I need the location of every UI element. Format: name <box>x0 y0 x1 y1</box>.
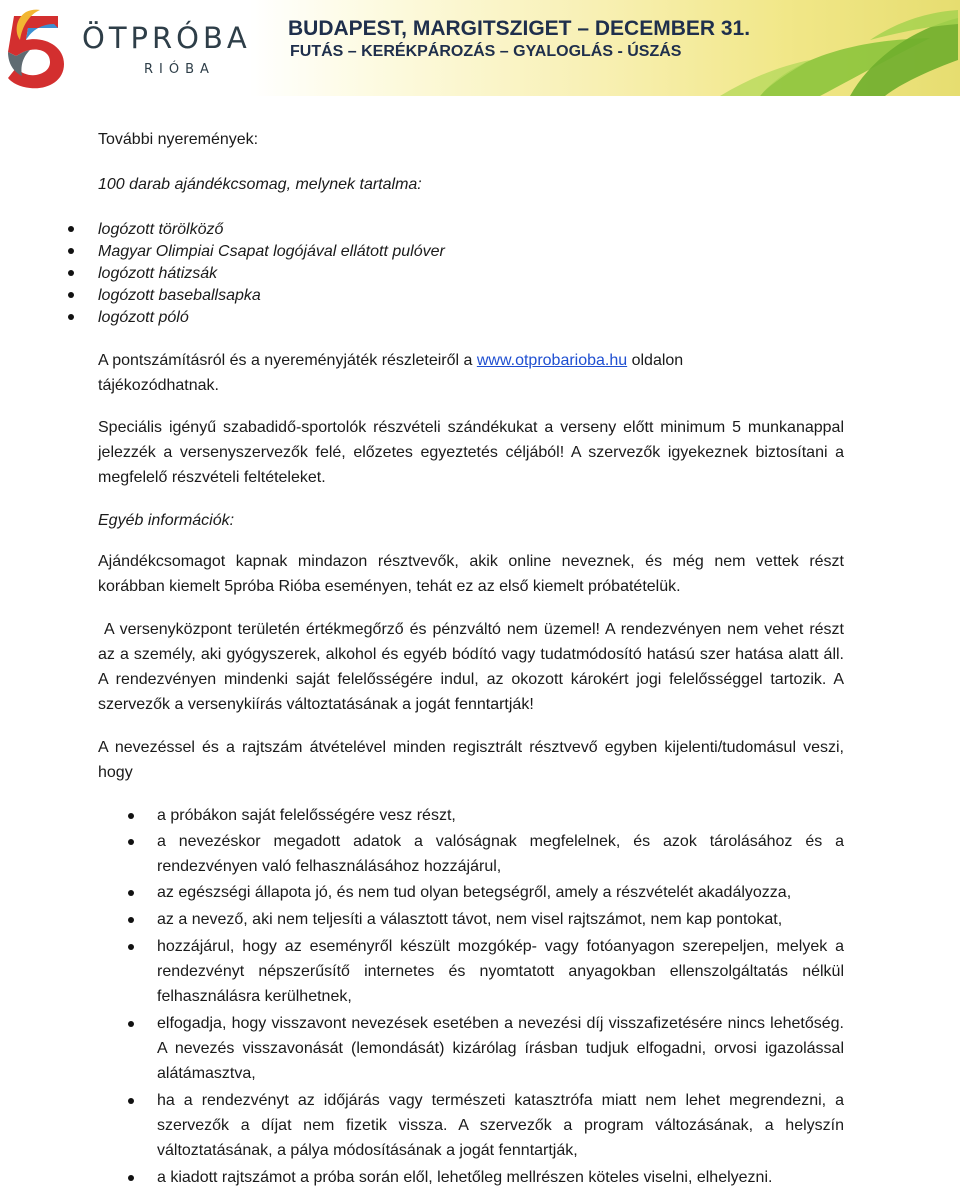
logo-subtitle: RIÓBA <box>144 62 215 77</box>
gift-intro: 100 darab ajándékcsomag, melynek tartalma: <box>98 176 422 193</box>
special-needs-paragraph: Speciális igényű szabadidő-sportolók részvételi szándékukat a verseny előtt minimum 5 munkanappal jelezzék a versenyszervezők felé, előzetes egyeztetés céljából! A szervezők igyekeznek biztosítani a megfelelő részvételi feltételeket. <box>98 419 844 486</box>
bullet-dot-icon <box>68 314 74 320</box>
rules-paragraph: A versenyközpont területén értékmegőrző és pénzváltó nem üzemel! A rendezvényen nem vehet részt az a személy, aki gyógyszerek, alkohol és egyéb bódító vagy tudatmódosító hatású szer hatása alatt áll. A rendezvényen mindenki saját felelősségére indul, az okozott károkért jogi felelősséggel tartozik. A szervezők a versenykiírás változtatásának a jogát fenntartják! <box>98 621 849 713</box>
website-link[interactable]: www.otprobarioba.hu <box>476 352 628 369</box>
event-title: BUDAPEST, MARGITSZIGET – DECEMBER 31. <box>288 17 751 40</box>
other-info-heading: Egyéb információk: <box>98 512 235 529</box>
bullet-dot-icon <box>128 1098 134 1104</box>
bullet-dot-icon <box>128 944 134 950</box>
bullet-dot-icon <box>68 270 74 276</box>
bullet-dot-icon <box>68 292 74 298</box>
bullet-dot-icon <box>128 813 134 819</box>
bullet-dot-icon <box>128 839 134 845</box>
bullet-dot-icon <box>128 917 134 923</box>
event-sports: FUTÁS – KERÉKPÁROZÁS – GYALOGLÁS - ÚSZÁS <box>290 43 682 60</box>
document-body: További nyeremények: 100 darab ajándékcsomag, melynek tartalma: logózott törölköző Magyar Olimpiai Csapat logójával ellátott pulóver logózott hátizsák logózott baseballsapka logózott póló A pontszámításról és a nyereményjáték részleteiről a www.otprobarioba.hu oldalon tájékozódhatnak. Speciális igényű szabadidő-sportolók részvételi szándékukat a verseny előtt minimum 5 munkanappal jelezzék a versenyszervezők felé, előzetes egyeztetés céljából! A szervezők igyekeznek biztosítani a megfelelő részvételi feltételeket. Egyéb információk: Ajándékcsomagot kapnak mindazon résztvevők, akik online neveznek, és még nem vettek részt korábban kiemelt 5próba Rióba eseményen, tehát ez az első kiemelt próbatételük. A versenyközpont területén értékmegőrző és pénzváltó nem üzemel! A rendezvényen nem vehet részt az a személy, aki gyógyszerek, alkohol és egyéb bódító vagy tudatmódosító hatású szer hatása alatt áll. A rendezvényen mindenki saját felelősségére indul, az okozott károkért jogi felelősséggel tartozik. A szervezők a versenykiírás változtatásának a jogát fenntartják! A nevezéssel és a rajtszám átvételével minden regisztrált résztvevő egyben kijelenti/tudomásul veszi, hogy a próbákon saját felelősségére vesz részt, a nevezéskor megadott adatok a valóságnak megfelelnek, és azok tárolásához és a rendezvényen való felhasználásához hozzájárul, az egészségi állapota jó, és nem tud olyan betegségről, amely a részvételét akadályozza, az a nevező, aki nem teljesíti a választott távot, nem visel rajtszámot, nem kap pontokat, hozzájárul, hogy az eseményről készült mozgókép- vagy fotóanyagon szerepeljen, melyek a rendezvényt népszerűsítő internetes és nyomtatott anyagokban ellenszolgáltatás nélkül felhasználásra kerülhetnek, elfogadja, hogy visszavont nevezések esetében a nevezési díj visszafizetésére nincs lehetőség. A nevezés visszavonását (lemondását) kizárólag írásban tudjuk elfogadni, orvosi igazolással alátámasztva, ha a rendezvényt az időjárás vagy természeti katasztrófa miatt nem lehet megrendezni, a szervezők a díjat nem fizetik vissza. A szervezők a program változásának, a helyszín változtatásának, a pálya módosításának a jogát fenntartják, a kiadott rajtszámot a próba során elől, lehetőleg mellrészen köteles viselni, elhelyezni. <box>0 0 960 1188</box>
bullet-dot-icon <box>128 890 134 896</box>
bullet-dot-icon <box>128 1021 134 1027</box>
bullet-dot-icon <box>68 248 74 254</box>
bullet-dot-icon <box>128 1175 134 1181</box>
scoring-info: A pontszámításról és a nyereményjáték részleteiről a www.otprobarioba.hu oldalon tájékozódhatnak. <box>98 352 684 394</box>
prizes-heading: További nyeremények: <box>98 131 259 148</box>
bullet-dot-icon <box>68 226 74 232</box>
gift-pack-paragraph: Ajándékcsomagot kapnak mindazon résztvevők, akik online neveznek, és még nem vettek részt korábban kiemelt 5próba Rióba eseményen, tehát ez az első kiemelt próbatételük. <box>98 553 844 595</box>
logo-wordmark: ÖTPRÓBA <box>82 21 251 55</box>
consent-intro: A nevezéssel és a rajtszám átvételével minden regisztrált résztvevő egyben kijelenti/tudomásul veszi, hogy <box>98 739 844 781</box>
